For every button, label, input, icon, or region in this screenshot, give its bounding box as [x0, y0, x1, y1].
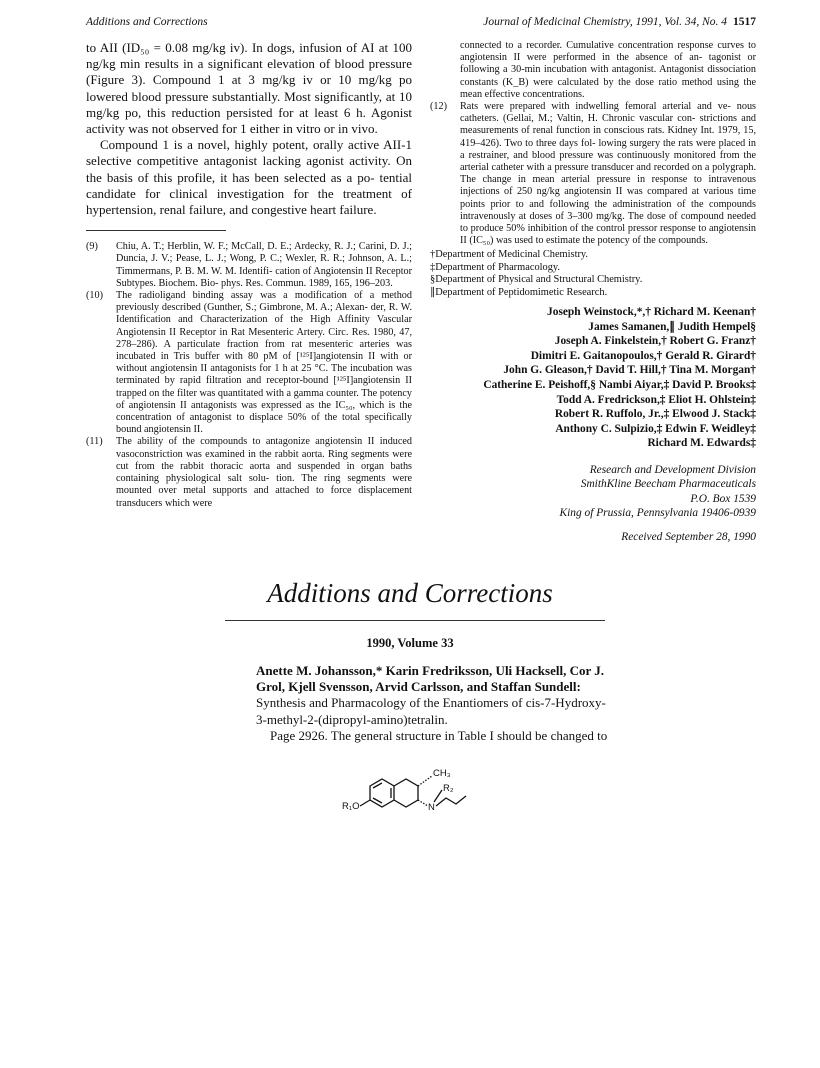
references-list-right [430, 40, 756, 247]
body-text [86, 40, 412, 218]
institution-address [430, 463, 756, 521]
page-number: 1517 [733, 16, 756, 28]
address-line: Research and Development Division [589, 464, 756, 477]
chemical-structure [336, 746, 496, 818]
affiliation-medicinal-chemistry: †Department of Medicinal Chemistry. [430, 249, 589, 261]
section-divider [225, 620, 605, 621]
correction-note: Page 2926. The general structure in Table I should be changed to [270, 727, 608, 743]
reference-10: (10) The radioligand binding assay was a modification of a method previously described (Gunther, S.; Gimbrone, M. A.; Alexan- der, R. W. Identification and Characterization of the High Affinity Vascular Angiotensin II Receptor in Rat Mesenteric Artery. Circ. Res. 1980, 47, 278–286). A particulate fraction from rat mesenteric arteries was incubated in Tris buffer with 80 pM of [¹²⁵I]angiotensin II with or without angiotensin II antagonists for 1 h at 25 °C. The incubation was terminated by rapid filtration and receptor-bound [¹²⁵I]angiotensin II trapped on the filter was quantitated with a gamma counter. The potency of angiotensin II antagonists was expressed as the IC₅₀, which is the concentration of antagonist to displace 50% of the total specifically bound angiotensin II. [86, 290, 413, 436]
reference-11: (11) The ability of the compounds to antagonize angiotensin II induced vasoconstriction was examined in the rabbit aorta. Ring segments were cut from the rabbit thoracic aorta and suspended in organ baths containing physiological salt solu- tion. The ring segments were mounted over metal supports and attached to force displacement transducers which were [86, 436, 413, 509]
affiliation-structural-chemistry: §Department of Physical and Structural Chemistry. [430, 274, 643, 286]
author-line: John G. Gleason,† David T. Hill,† Tina M. Morgan† [503, 364, 756, 377]
reference-12: (12) Rats were prepared with indwelling femoral arterial and ve- nous catheters. (Gellai, M.; Valtin, H. Chronic vascular con- strictions and measurements of renal function in conscious rats. Kidney Int. 1979, 15, 419–426). Two to three days fol- lowing surgery the rats were placed in a restrainer, and blood pressure was continuously monitored from the arterial catheter with a pressure transducer and recorded on a polygraph. The change in mean arterial pressure in response to intravenous injections of 250 ng/kg angiotensin II was compared at various time points prior to and following the administration of the compounds intravenously at doses of 3–300 mg/kg. The dose of compound needed to produce 50% inhibition of the control pressor response to angiotensin II (IC₅₀) was used to estimate the potency of the compounds. [430, 101, 757, 247]
author-line: Robert R. Ruffolo, Jr.,‡ Elwood J. Stack‡ [554, 408, 756, 421]
address-line: King of Prussia, Pennsylvania 19406-0939 [559, 507, 756, 520]
author-line: Richard M. Edwards‡ [647, 437, 756, 450]
address-line: SmithKline Beecham Pharmaceuticals [580, 478, 756, 491]
references-list-left [86, 241, 412, 509]
section-title: Additions and Corrections [267, 578, 553, 608]
author-line: Joseph A. Finkelstein,† Robert G. Franz† [554, 335, 756, 348]
r2-label: R₂ [443, 783, 454, 794]
reference-number: (9) [86, 241, 98, 253]
left-column [86, 40, 412, 510]
author-line: Catherine E. Peishoff,§ Nambi Aiyar,‡ David P. Brooks‡ [483, 379, 756, 392]
reference-number: (11) [86, 436, 103, 448]
author-line: Todd A. Fredrickson,‡ Eliot H. Ohlstein‡ [556, 393, 756, 406]
paragraph-conclusion: Compound 1 is a novel, highly potent, orally active AII-1 selective competitive antagonist lacking agonist activity. On the basis of this profile, it has been selected as a po- tential candidate for clinical investigation for the treatment of hypertension, renal failure, and congestive heart failure. [86, 137, 413, 218]
r1o-label: R₁O [342, 801, 360, 812]
author-line: James Samanen,∥ Judith Hempel§ [588, 320, 756, 333]
methyl-label: CH₃ [433, 768, 451, 779]
right-column [430, 40, 756, 543]
correction-entry [256, 663, 610, 744]
received-date: Received September 28, 1990 [621, 530, 756, 543]
running-header-right [483, 16, 756, 28]
author-line: Anthony C. Sulpizio,‡ Edwin F. Weidley‡ [555, 422, 756, 435]
footnote-divider [86, 230, 226, 231]
volume-heading: 1990, Volume 33 [366, 636, 454, 650]
reference-11-continued: connected to a recorder. Cumulative concentration response curves to angiotensin II were performed in the absence of an- tagonist or following a 30-min incubation with antagonist. Antagonist dissociation constants (K_B) were calculated by the dose ratio method using the mean effective concentrations. [460, 40, 757, 100]
correction-citation: Anette M. Johansson,* Karin Fredriksson, Uli Hacksell, Cor J. Grol, Kjell Svensson, Arvid Carlsson, and Staffan Sundell: Synthesis and Pharmacology of the Enantiomers of cis-7-Hydroxy-3-methyl-2-(dipropyl-amino)tetralin. [256, 663, 606, 727]
paragraph-results: to AII (ID₅₀ = 0.08 mg/kg iv). In dogs, infusion of AI at 100 ng/kg min results in a significant elevation of blood pressure (Figure 3). Compound 1 at 3 mg/kg iv or 10 mg/kg po lowered blood pressure substantially. Most significantly, at 10 mg/kg po, this reduction persisted for at least 6 h. Agonist activity was not observed for 1 either in vitro or in vivo. [86, 40, 413, 137]
affiliation-footnotes [430, 249, 756, 299]
reference-9: (9) Chiu, A. T.; Herblin, W. F.; McCall, D. E.; Ardecky, R. J.; Carini, D. J.; Duncia, J. V.; Pease, L. J.; Wong, P. C.; Wexler, R. R.; Johnson, A. L.; Timmermans, P. B. M. W. M. Identifi- cation of Angiotensin II Receptor Subtypes. Biochem. Bio- phys. Res. Commun. 1989, 165, 196–203. [86, 241, 413, 289]
address-line: P.O. Box 1539 [690, 492, 756, 505]
affiliation-pharmacology: ‡Department of Pharmacology. [430, 261, 561, 273]
nitrogen-label: N [428, 802, 435, 813]
running-header-left: Additions and Corrections [86, 16, 208, 28]
author-list [430, 305, 756, 451]
author-line: Joseph Weinstock,*,† Richard M. Keenan† [547, 306, 756, 319]
reference-number: (12) [430, 101, 447, 113]
author-line: Dimitri E. Gaitanopoulos,† Gerald R. Girard† [530, 349, 756, 362]
journal-citation: Journal of Medicinal Chemistry, 1991, Vol. 34, No. 4 [483, 16, 727, 28]
affiliation-peptidomimetic: ∥Department of Peptidomimetic Research. [430, 286, 608, 298]
reference-number: (10) [86, 290, 103, 302]
